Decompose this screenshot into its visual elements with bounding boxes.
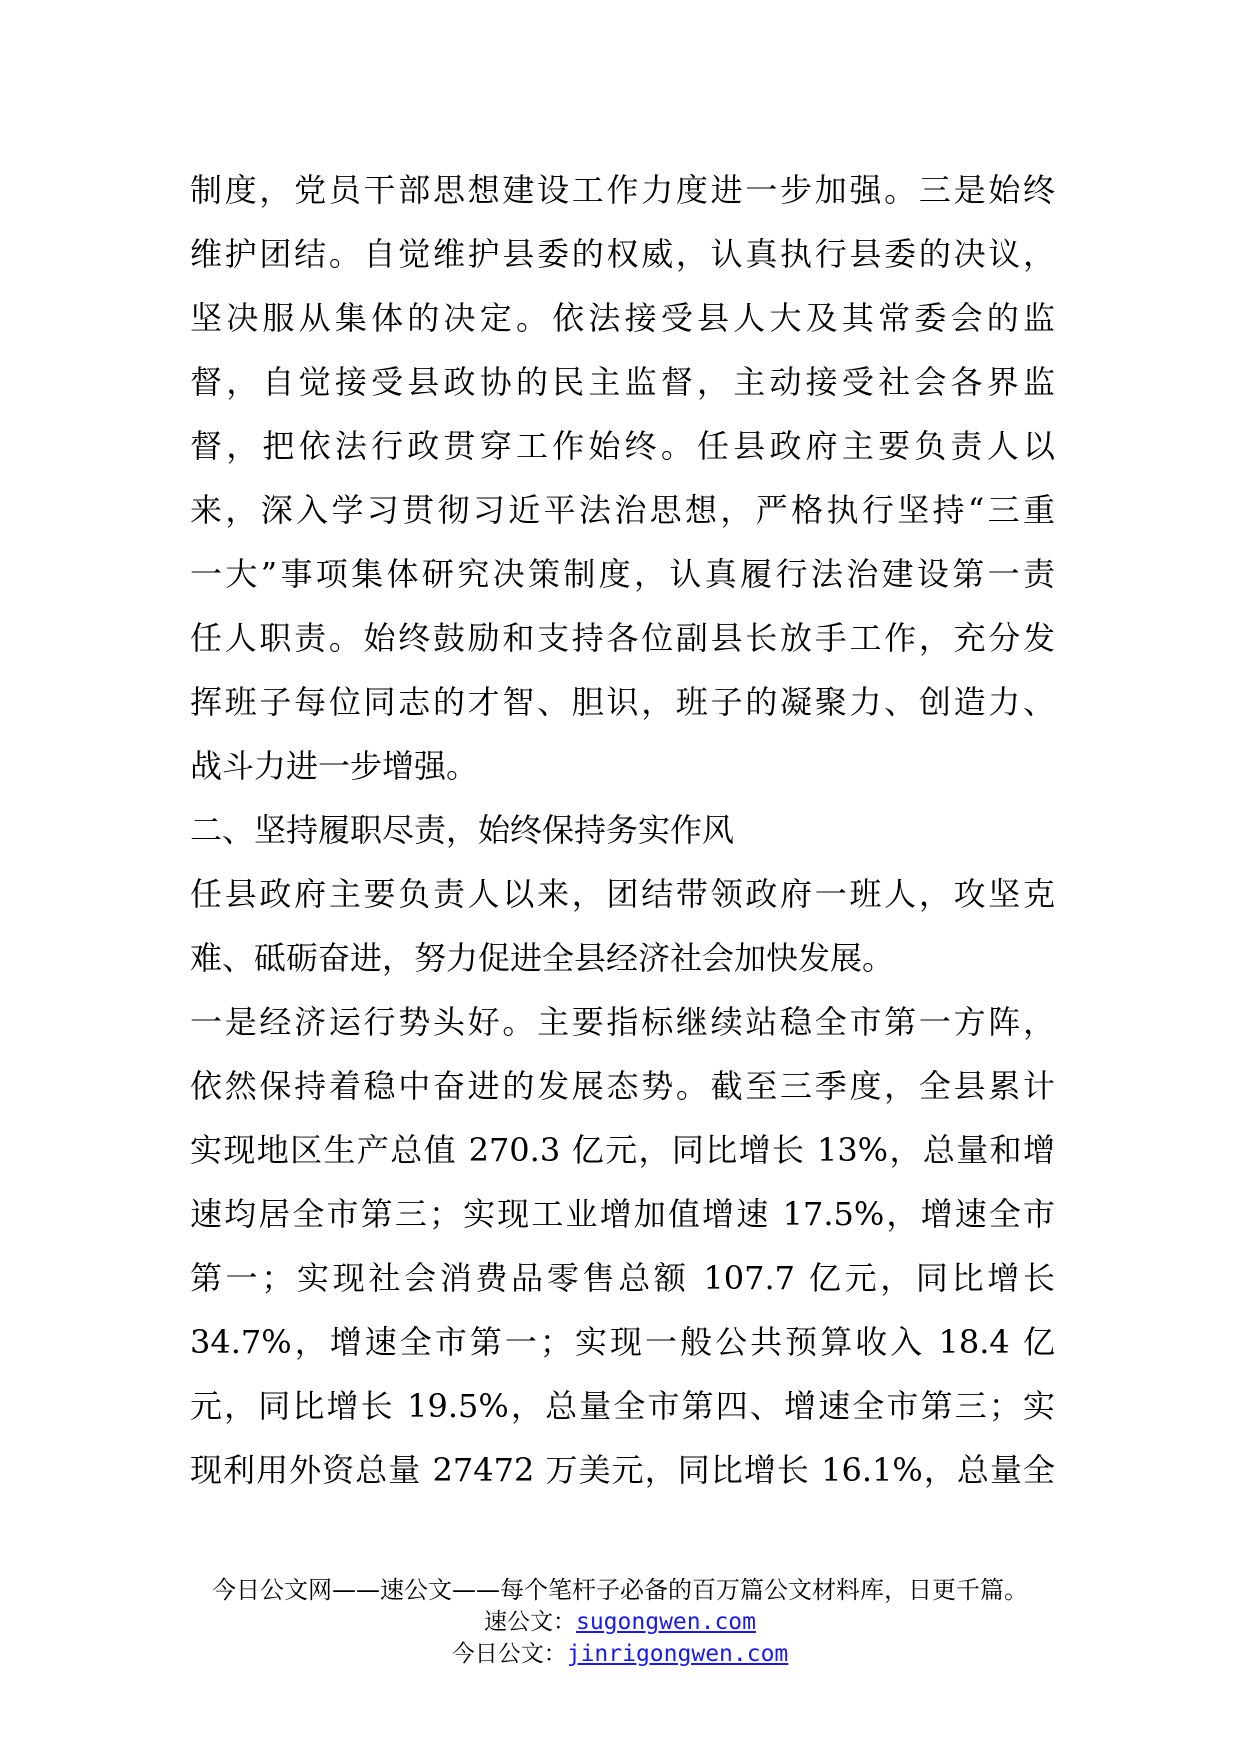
text-line: 实现地区生产总值 270.3 亿元，同比增长 13%，总量和增 [190,1131,1055,1169]
text-line: 挥班子每位同志的才智、胆识，班子的凝聚力、创造力、 [190,683,1055,721]
text-line: 战斗力进一步增强。 [190,747,479,785]
text-line: 制度，党员干部思想建设工作力度进一步加强。三是始终 [190,171,1055,209]
text-line: 一大”事项集体研究决策制度，认真履行法治建设第一责 [190,555,1055,593]
text-line: 元，同比增长 19.5%，总量全市第四、增速全市第三；实 [190,1387,1055,1425]
text-line: 34.7%，增速全市第一；实现一般公共预算收入 18.4 亿 [190,1323,1055,1361]
footer-link2-label: 今日公文： [451,1641,567,1667]
text-line: 二、坚持履职尽责，始终保持务实作风 [190,811,735,849]
text-line: 难、砥砺奋进，努力促进全县经济社会加快发展。 [190,939,895,977]
footer-link-row-jinrigongwen [0,1638,1240,1670]
text-line: 坚决服从集体的决定。依法接受县人大及其常委会的监 [190,299,1055,337]
text-line: 第一；实现社会消费品零售总额 107.7 亿元，同比增长 [190,1259,1055,1297]
text-line: 速均居全市第三；实现工业增加值增速 17.5%，增速全市 [190,1195,1055,1233]
text-line: 任县政府主要负责人以来，团结带领政府一班人，攻坚克 [190,875,1055,913]
text-line: 依然保持着稳中奋进的发展态势。截至三季度，全县累计 [190,1067,1055,1105]
document-body [190,158,1055,1502]
footer-tagline: 今日公文网——速公文——每个笔杆子必备的百万篇公文材料库，日更千篇。 [212,1576,1028,1604]
sugongwen-link[interactable]: sugongwen.com [575,1609,756,1635]
footer-link-row-sugongwen [0,1606,1240,1638]
text-line: 督，自觉接受县政协的民主监督，主动接受社会各界监 [190,363,1055,401]
text-line: 任人职责。始终鼓励和支持各位副县长放手工作，充分发 [190,619,1055,657]
text-line: 来，深入学习贯彻习近平法治思想，严格执行坚持“三重 [190,491,1055,529]
text-line: 一是经济运行势头好。主要指标继续站稳全市第一方阵， [190,1003,1055,1041]
footer-link1-label: 速公文： [483,1609,576,1635]
jinrigongwen-link[interactable]: jinrigongwen.com [566,1641,789,1667]
text-line: 督，把依法行政贯穿工作始终。任县政府主要负责人以 [190,427,1055,465]
footer [0,1574,1240,1670]
text-line: 维护团结。自觉维护县委的权威，认真执行县委的决议， [190,235,1055,273]
text-line: 现利用外资总量 27472 万美元，同比增长 16.1%，总量全 [190,1451,1055,1489]
